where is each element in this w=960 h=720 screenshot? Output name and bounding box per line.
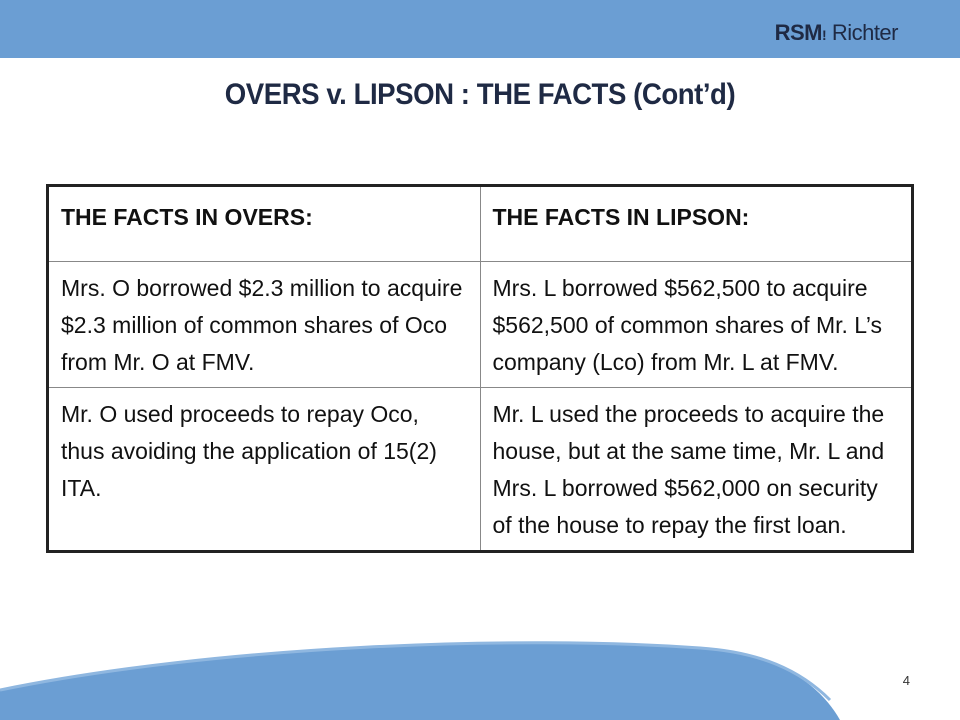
header-lipson: THE FACTS IN LIPSON: [480, 186, 913, 262]
facts-table [46, 184, 914, 553]
footer-wave [0, 630, 960, 720]
header-overs: THE FACTS IN OVERS: [48, 186, 481, 262]
logo-rsm: RSM [774, 20, 823, 45]
cell-lipson-1: Mrs. L borrowed $562,500 to acquire $562,500 of common shares of Mr. L’s company (Lco) from Mr. L at FMV. [480, 262, 913, 388]
cell-overs-2: Mr. O used proceeds to repay Oco, thus avoiding the application of 15(2) ITA. [48, 388, 481, 552]
page-number: 4 [902, 673, 910, 688]
table-row [48, 388, 913, 552]
logo-dot: ! [822, 27, 827, 43]
slide-title: OVERS v. LIPSON : THE FACTS (Cont’d) [224, 78, 736, 111]
table-row [48, 262, 913, 388]
company-logo [775, 20, 898, 46]
cell-overs-1: Mrs. O borrowed $2.3 million to acquire $2.3 million of common shares of Oco from Mr. O at FMV. [48, 262, 481, 388]
table-header-row [48, 186, 913, 262]
logo-richter: Richter [831, 20, 898, 45]
cell-lipson-2: Mr. L used the proceeds to acquire the house, but at the same time, Mr. L and Mrs. L borrowed $562,000 on security of the house to repay the first loan. [480, 388, 913, 552]
